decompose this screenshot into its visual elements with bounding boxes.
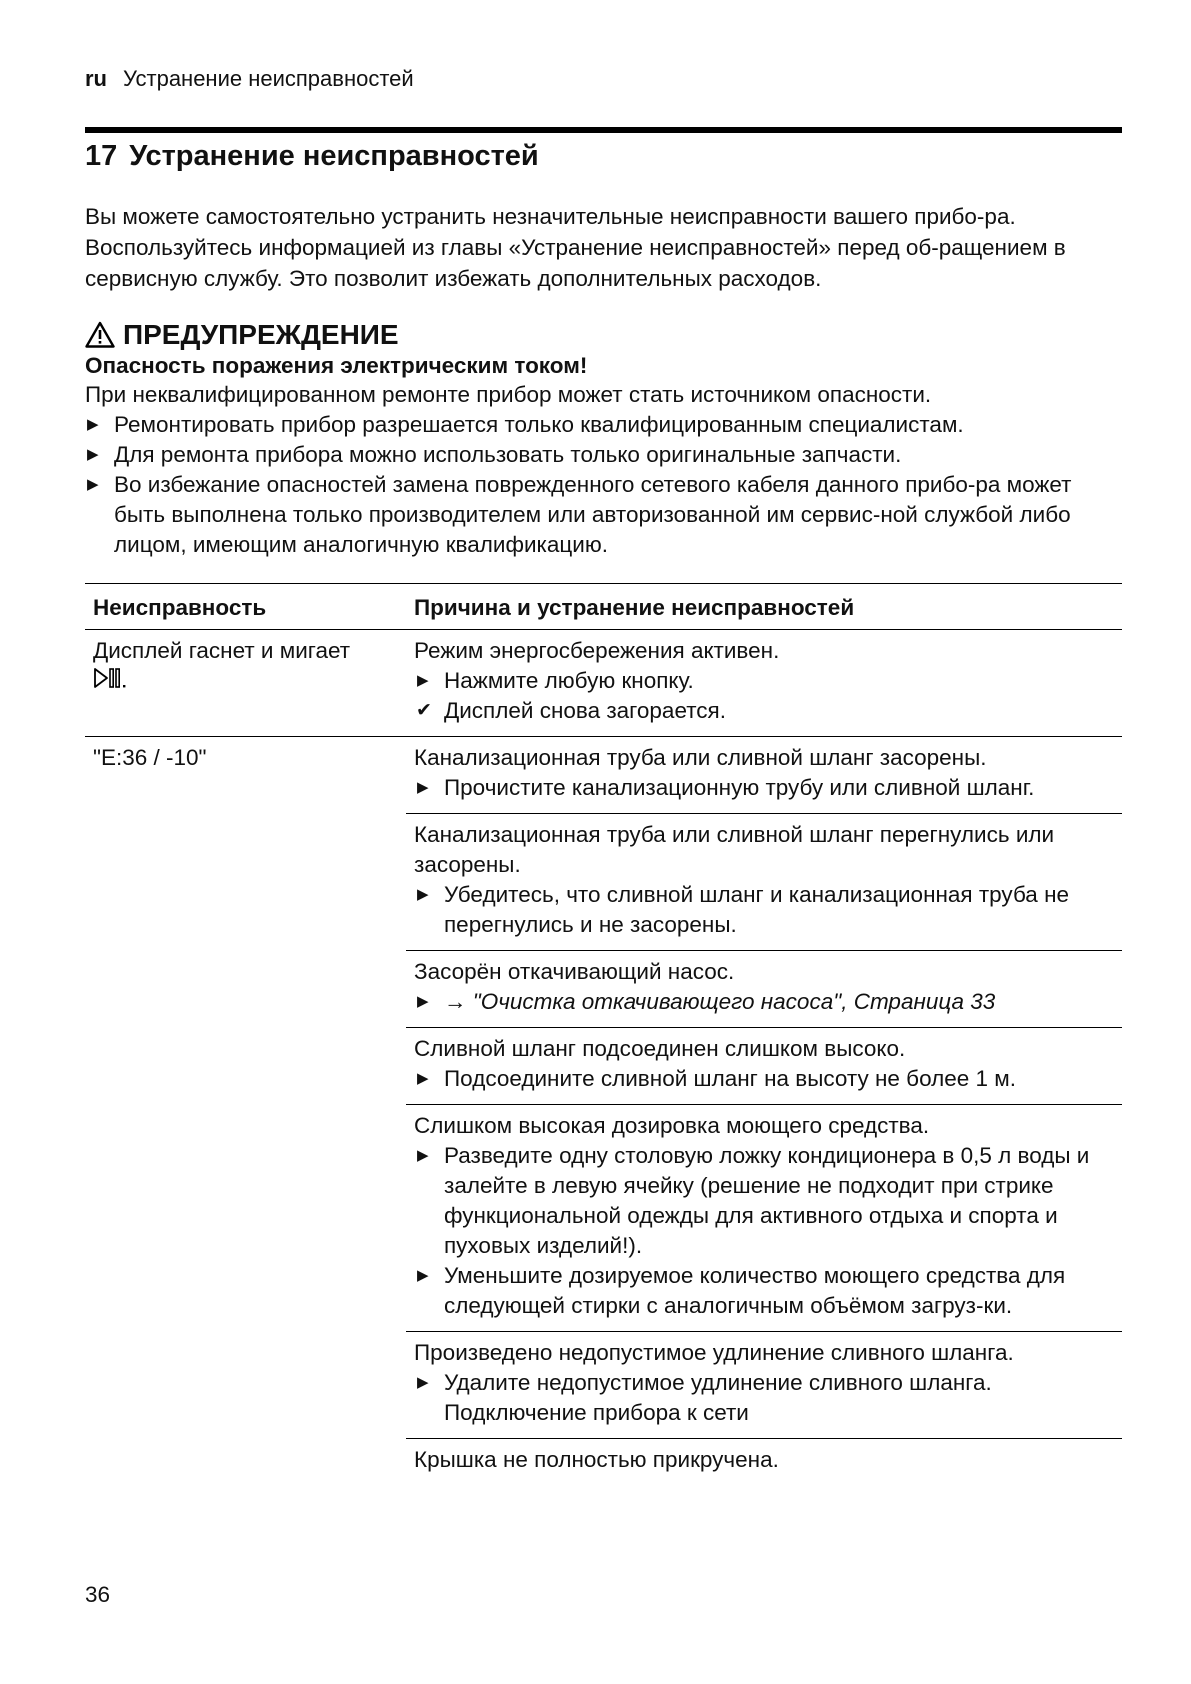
remedy-step: ▶ Удалите недопустимое удлинение сливного шланга. Подключение прибора к сети xyxy=(417,1370,992,1425)
cause-text: Канализационная труба или сливной шланг перегнулись или засорены. xyxy=(414,822,1055,877)
remedy-step: ▶ Прочистите канализационную трубу или сливной шланг. xyxy=(414,773,1114,803)
warning-subheading: Опасность поражения электрическим током! xyxy=(85,353,588,378)
cause-text: Засорён откачивающий насос. xyxy=(414,959,735,984)
chapter-number: 17 xyxy=(85,140,118,172)
page-number: 36 xyxy=(85,1582,111,1607)
bullet-triangle-icon: ▶ xyxy=(417,1070,429,1087)
cause-cell xyxy=(406,630,1122,737)
checkmark-icon: ✔ xyxy=(416,700,432,721)
cause-cell xyxy=(406,1332,1122,1439)
bullet-triangle-icon: ▶ xyxy=(417,1147,429,1164)
warning-block xyxy=(85,318,1122,560)
error-code: "E:36 / -10" xyxy=(93,745,207,770)
cause-text: Крышка не полностью прикручена. xyxy=(414,1447,779,1472)
bullet-triangle-icon: ▶ xyxy=(417,1374,429,1391)
intro-paragraph: Вы можете самостоятельно устранить незначительные неисправности вашего прибо-ра. Воспользуйтесь информацией из главы «Устранение неисправностей» перед об-ращением в сервисную службу. Это позволит избежать дополнительных расходов. xyxy=(85,204,1066,291)
fault-cell xyxy=(85,630,406,737)
remedy-step xyxy=(414,987,1114,1017)
language-code: ru xyxy=(85,66,107,91)
warning-list-item: ▶ Ремонтировать прибор разрешается только квалифицированным специалистам. xyxy=(85,410,1122,440)
page-reference-link[interactable]: → "Очистка откачивающего насоса", Страница 33 xyxy=(444,989,996,1014)
bullet-triangle-icon: ▶ xyxy=(87,446,99,463)
warning-list-item: ▶ Во избежание опасностей замена поврежденного сетевого кабеля данного прибо-ра может быть выполнена только производителем или авторизованной им сервис-ной службой либо лицом, имеющим аналогичную квалификацию. xyxy=(87,472,1072,557)
remedy-step: ▶ Убедитесь, что сливной шланг и канализационная труба не перегнулись и не засорены. xyxy=(417,882,1070,937)
bullet-triangle-icon: ▶ xyxy=(417,779,429,796)
remedy-step: ▶ Разведите одну столовую ложку кондиционера в 0,5 л воды и залейте в левую ячейку (решение не подходит при стрике функциональной одежды для активного отдыха и спорта и пуховых изделий!). xyxy=(417,1143,1090,1258)
chapter-title-text: Устранение неисправностей xyxy=(129,140,539,172)
cause-cell xyxy=(406,737,1122,814)
troubleshooting-table xyxy=(85,583,1122,1485)
warning-list xyxy=(85,410,1122,560)
cause-text: Канализационная труба или сливной шланг засорены. xyxy=(414,745,987,770)
cause-cell xyxy=(406,1105,1122,1332)
cause-text: Слишком высокая дозировка моющего средства. xyxy=(414,1113,930,1138)
bullet-triangle-icon: ▶ xyxy=(417,886,429,903)
warning-heading-text: ПРЕДУПРЕЖДЕНИЕ xyxy=(123,319,399,350)
remedy-step: ▶ Подсоедините сливной шланг на высоту не более 1 м. xyxy=(414,1064,1114,1094)
cause-cell xyxy=(406,814,1122,951)
column-header-fault: Неисправность xyxy=(85,584,406,630)
chapter-title xyxy=(85,140,539,173)
warning-text: При неквалифицированном ремонте прибор может стать источником опасности. xyxy=(85,382,932,407)
table-header-row xyxy=(85,584,1122,630)
bullet-triangle-icon: ▶ xyxy=(417,993,429,1010)
fault-cell xyxy=(85,737,406,1486)
cause-cell xyxy=(406,1439,1122,1486)
cause-cell xyxy=(406,951,1122,1028)
running-header xyxy=(85,66,414,92)
cause-text: Произведено недопустимое удлинение сливного шланга. xyxy=(414,1340,1014,1365)
warning-triangle-icon xyxy=(85,321,115,348)
fault-text: Дисплей гаснет и мигает xyxy=(93,638,351,663)
cause-text: Сливной шланг подсоединен слишком высоко. xyxy=(414,1036,906,1061)
bullet-triangle-icon: ▶ xyxy=(417,1267,429,1284)
bullet-triangle-icon: ▶ xyxy=(417,672,429,689)
play-pause-icon xyxy=(93,666,398,698)
cause-text: Режим энергосбережения активен. xyxy=(414,638,780,663)
table-row xyxy=(85,737,1122,814)
warning-list-item: ▶ Для ремонта прибора можно использовать только оригинальные запчасти. xyxy=(85,440,1122,470)
header-section-title: Устранение неисправностей xyxy=(123,66,414,91)
column-header-cause: Причина и устранение неисправностей xyxy=(406,584,1122,630)
bullet-triangle-icon: ▶ xyxy=(87,416,99,433)
remedy-step: ▶ Нажмите любую кнопку. xyxy=(414,666,1114,696)
table-row xyxy=(85,630,1122,737)
result-line: ✔ Дисплей снова загорается. xyxy=(414,696,1114,726)
header-rule xyxy=(85,127,1122,133)
cause-cell xyxy=(406,1028,1122,1105)
warning-heading xyxy=(85,318,1122,352)
remedy-step: ▶ Уменьшите дозируемое количество моющего средства для следующей стирки с аналогичным объёмом загруз-ки. xyxy=(417,1263,1066,1318)
bullet-triangle-icon: ▶ xyxy=(87,476,99,493)
